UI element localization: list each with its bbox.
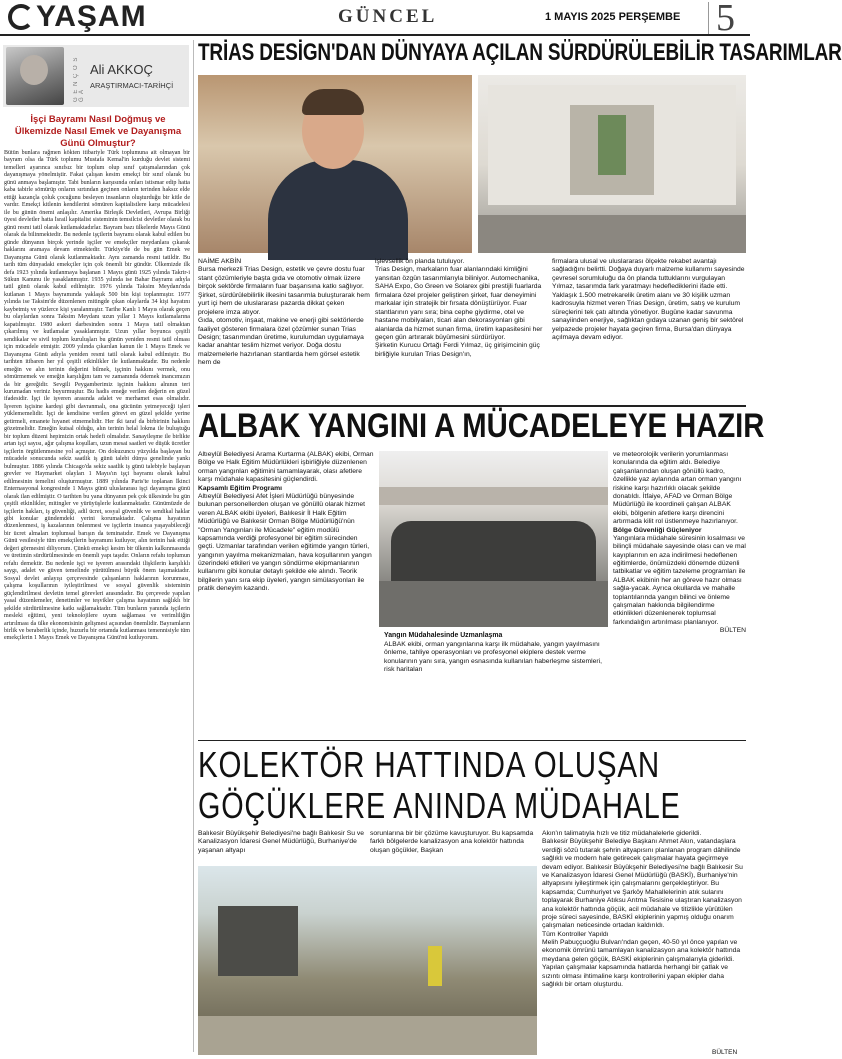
stand-floor: [478, 215, 746, 253]
article-3-byline: BÜLTEN: [712, 1049, 738, 1056]
article-1-column-3: firmalara ulusal ve uluslararası ölçekte rekabet avantajı sağladığını belirtti. Doğaya duyarlı malzeme kullanımı sayesinde çevresel sorumluluğu da ön planda tuttuklarını vurgulayan Yılmaz, tasarımda fark yaratmayı hedeflediklerini ifade etti. Yaklaşık 1.500 metrekarelik üretim alanı ve 30 kişilik uzman kadrosuyla hizmet veren Trias Design, üretim, satış ve kurulum süreçlerini tek çatı altında yönetiyor. Bugüne kadar savunma sanayiinden enerjiye, sağlıktan gıdaya uzanan geniş bir sektörel yelpazede projeler hayata geçiren firma, Bursa'dan dünyaya açılmaya devam ediyor.: [552, 258, 745, 341]
article-2-subheading-1: Kapsamlı Eğitim Programı: [198, 484, 283, 492]
article-2-subheading-3: Bölge Güvenliği Güçleniyor: [613, 526, 702, 534]
article-3-column-1: Balıkesir Büyükşehir Belediyesi'ne bağlı Balıkesir Su ve Kanalizasyon İdaresi Genel Müdürlüğü, Burhaniye'de yaşanan altyapı: [198, 830, 364, 854]
article-2-training-photo: [379, 451, 608, 627]
author-photo: [6, 47, 64, 105]
article-1-column-2: işlevsellik ön planda tutuluyor. Trias Design, markaların fuar alanlarındaki kimliğini yansıtan özgün tasarımlarıyla biliniyor. Automechanika, SAHA Expo, Go Green ve Solarex gibi prestijli fuarlarda firmalara özel projeler geliştiren şirket, fuar deneyimini markalar için stratejik bir fırsata dönüştürüyor. Fuar stantlarının yanı sıra; bina cephe giydirme, otel ve hastane mobilyaları, ticari alan dekorasyonları gibi alanlarda da hizmet sunan firma, üretim kapasitesini her geçen gün artırarak büyümesini sürdürüyor. Şirketin Kurucu Ortağı Ferdi Yılmaz, üç girişimcinin güç birliğiyle kurulan Trias Design'ın,: [375, 258, 543, 358]
article-1-column-1: [198, 258, 370, 408]
section-rule: [198, 740, 746, 741]
article-2-text-3: ve meteorolojik verilerin yorumlanması konularında da eğitim aldı. Belediye çalışanlarından oluşan gönüllü kadro, özellikle yaz aylarında artan orman yangını riskine karşı hazırlıklı olacak şekilde donatıldı. İtfaiye, AFAD ve Orman Bölge Müdürlüğü ile koordineli çalışan ALBAK ekibi, bölgenin afetlere karşı direncini artırmada kilit rol üstlenmeye hazırlanıyor.: [613, 451, 742, 526]
article-3-headline-line-1[interactable]: KOLEKTÖR HATTINDA OLUŞAN: [198, 744, 661, 785]
newspaper-logo[interactable]: [8, 2, 147, 32]
article-2-text-4: Yangınlara müdahale süresinin kısalması ve bilinçli müdahale sayesinde olası can ve mal kayıplarının en aza indirilmesi hedeflenen eğitimlerde, önümüzdeki dönemde düzenli tatbikatlar ve eğitim tazeleme programları ile ALBAK ekibinin her an göreve hazır olması sağla-yacak. Ayrıca okullarda ve mahalle toplantılarında yangın bilinci ve önleme çalışmaları hakkında bilgilendirme etkinlikleri düzenlenerek toplumsal farkındalığın artırılması planlanıyor.: [613, 534, 746, 626]
article-2-text-2: ALBAK ekibi, orman yangınlarına karşı ilk müdahale, yangın yayılmasını önleme, tahliye operasyonları ve profesyonel ekiplere destek verme konularının yanı sıra, yangın esnasında kullanılan haberleşme sistemleri, risk haritaları: [384, 641, 602, 674]
article-3-column-2: sorunlarına bir bir çözüme kavuşturuyor. Bu kapsamda farklı bölgelerde kanalizasyon ana kolektör hattında oluşan göçükler, Başkan: [370, 830, 534, 854]
article-3-construction-photo: [198, 866, 537, 1055]
column-headline[interactable]: İşçi Bayramı Nasıl Doğmuş ve Ülkemizde Nasıl Emek ve Dayanışma Günü Olmuştur?: [14, 114, 182, 149]
article-2-column-3: [613, 451, 746, 737]
classroom-desks: [379, 581, 608, 627]
section-label: GÜNCEL: [338, 6, 438, 27]
stand-green-panel: [598, 115, 626, 175]
article-2-column-1: [198, 451, 374, 737]
article-1-byline: NAİME AKBİN: [198, 258, 242, 265]
article-2-text-1: Altıeylül Belediyesi Afet İşleri Müdürlüğü bünyesinde bulunan personellerden oluşan ve gönüllü olarak hizmet veren ALBAK ekibi üyeleri, Balıkesir İl Halk Eğitim Müdürlüğü ve Balıkesir Orman Bölge Müdürlüğü'nün "Orman Yangınları ile Mücadele" eğitim modülü kapsamında verdiği profesyonel bir eğitim sürecinden geçti. Uzmanlar tarafından verilen eğitimde yangın türleri, yangının yayılma mekanizmaları, hava koşullarının yangın üzerindeki etkileri ve yangın söndürme ekipmanlarının kullanımı gibi konular detaylı şekilde ele alındı. Teorik bilgilerin yanı sıra ekip üyeleri, yangın simülasyonları ile pratik deneyim kazandı.: [198, 492, 372, 593]
author-name: Ali AKKOÇ: [90, 62, 153, 77]
article-2-intro: Altıeylül Belediyesi Arama Kurtarma (ALBAK) ekibi, Orman Bölge ve Halk Eğitim Müdürlükleri işbirliğiyle düzenlenen orman yangınları eğitimini tamamlayarak, olası afetlere karşı müdahale kapasitesini güçlendirdi.: [198, 451, 374, 484]
trainees-group: [391, 521, 596, 581]
portrait-hair: [302, 89, 364, 115]
page-number: 5: [716, 0, 735, 39]
excavator: [218, 906, 298, 976]
article-1-headline[interactable]: TRİAS DESİGN'DAN DÜNYAYA AÇILAN SÜRDÜRÜLEBİLİR TASARIMLAR: [198, 39, 842, 66]
issue-date: 1 MAYIS 2025 PERŞEMBE: [545, 11, 681, 23]
logo-ring-icon: [8, 4, 34, 30]
article-1-portrait-photo: [198, 75, 472, 253]
article-3-column-3: Akın'ın talimatıyla hızlı ve titiz müdahalelerle giderildi. Balıkesir Büyükşehir Belediye Başkanı Ahmet Akın, vatandaşlara verdiği sözü tutarak şehrin altyapısını planlanan program dâhilinde sağlıklı ve modern hale getirecek çalışmalar hayata geçirmeye devam ediyor. Balıkesir Büyükşehir Belediyesi'ne bağlı Balıkesir Su ve Kanalizasyon İdaresi Genel Müdürlüğü (BASKİ), Burhaniye'nin altyapısını iyileştirmek için çalışmalarını gerçekleştiriyor. Bu kapsamda; Cumhuriyet ve Şarköy Mahallelerinin atık sularını toplayarak Burhaniye Atıksu Arıtma Tesisine ulaştıran kanalizasyon ana kolektör hattında göçük, acil müdahale ve titizlikle yürütülen proje süreci sayesinde, BASKİ ekiplerinin yapmış olduğu onarım çalışmaları neticesinde ortadan kaldırıldı. Tüm Kontroller Yapıldı Melih Pabuççuoğlu Bulvarı'ndan geçen, 40-50 yıl önce yapılan ve ekonomik ömrünü tamamlayan kanalizasyon ana kolektör hattında meydana gelen göçük, BASKİ ekiplerinin çalışmalarıyla giderildi. Yapılan çalışmalar kapsamında hatlarda herhangi bir çatlak ve sızıntı olması ihtimaline karşı kontrollerini yapan ekipler daha sağlıklı bir ortam oluşturdu.: [542, 830, 743, 989]
article-2-headline[interactable]: ALBAK YANGINI A MÜCADELEYE HAZIR: [198, 407, 765, 445]
logo-text: YAŞAM: [36, 0, 147, 33]
portrait-suit: [268, 160, 408, 260]
article-1-stand-photo: [478, 75, 746, 253]
classroom-back-wall: [379, 487, 608, 505]
column-tag: G E N Ç O S G A: [73, 56, 85, 102]
masthead: [0, 0, 750, 39]
author-title: ARAŞTIRMACI-TARİHÇİ: [90, 81, 174, 90]
worker-vest: [428, 946, 442, 986]
column-divider: [193, 40, 194, 1052]
page-number-divider: [708, 2, 709, 34]
article-3-headline-line-2[interactable]: GÖÇÜKLERE ANINDA MÜDAHALE: [198, 785, 681, 826]
article-2-subheading-2: Yangın Müdahalesinde Uzmanlaşma: [384, 632, 503, 639]
column-body: Bütün bunlara rağmen kökten itibariyle Türk toplumuna ait olmayan bir bayram olsa da Türk toplumu Mustafa Kemal'in kurduğu devlet sistemi temelleri ayarınca sınıfsız bir toplum olup sınıf çatışmalarından çok dayanışmaya yönelmiştir. Fakat çalışan kesim emekçi bir sınıf olarak bu günü anmaya başlamıştır. Tabi bunların karşısında onları istismar edip hatta kaba tabirle sömürüp onların sırtından geçinen onların terinden haksız elde ettiği kazançla çoluk çocuğunu besleyen insanların oluşturduğu bir kitle de vardır. Emekçi kitlenin kendilerini sömüren kapitalistlere karşı mücadelesi ile bu günün önemi anlaşılır. Amerika Birleşik Devletleri, Avrupa Birliği üyesi devletler hatta İsrail kapitalist sisteminin temsilcisi devletler olarak bu günü resmi tatil olarak kutlamaktadırlar. Bayram bazı ülkelerde Mayıs Günü olarak da bilinmektedir. Bu nedenle işçilerin bayramı olarak kabul edilen bu günde dünyanın birçok yerinde işçiler ve emekçiler meydanlara çıkarak haklarını aramaya devam etmektedir. Türkiye'de de bu gün Emek ve Dayanışma Günü olarak kutlanmaktadır. Aynı zamanda resmi tatildir. Bu tarih tüm dünyadaki emekçiler için çok önemli bir gündür. Ülkemizde ilk defa 1923 yılında kutlanmaya başlanan 1 Mayıs günü 1925 yılında Takrir-i Sükun Kanunu ile yasaklanmıştır. 1935 yılında ise Bahar Bayramı adıyla tatil günü olarak kabul edilmiştir. 1976 yılında Taksim Meydanı'nda kutlanan 1 Mayıs bayramında yaklaşık 500 bin kişi toplanmıştır. 1977 yılında ise Taksim'de düzenlenen mitingde çıkan olaylarda 34 kişi hayatını kaybetmiş ve yüzlerce kişi yaralanmıştır. Tarihe Kanlı 1 Mayıs olarak geçen bu olaylardan sonra Taksim Meydanı uzun yıllar 1 Mayıs kutlamalarına kapatılmıştır. 1980 askeri darbesinden sonra 1 Mayıs tatil olmaktan çıkarılmış ve kutlamalar yasaklanmıştır. Uzun yıllar boyunca çeşitli sendikalar ve sivil toplum kuruluşları bu günün yeniden resmi tatil olması için mücadele etmiştir. 2009 yılında çıkarılan kanun ile 1 Mayıs Emek ve Dayanışma Günü adıyla yeniden resmi tatil olarak kabul edilmiştir. Bu tarihten itibaren her yıl çeşitli etkinlikler ile kutlanmaktadır. Bu nedenle emeğin ve alın terinin değerini bilmek, işçinin hakkını vermek, onu sömürmemek ve emeğin karşılığını tam ve zamanında ödemek inancımızın da bir gereğidir. Sevgili Peygamberimiz işçinin hakkını alnının teri kurumadan veriniz buyurmuştur. Bu hadis emeğe verilen değerin en güzel ifadesidir. İşçi ile işveren arasında adalet ve merhamet esas olmalıdır. İşveren işçisine kardeşi gibi davranmalı, ona gücünün yetmeyeceği işleri yüklememelidir. İşçi de kendisine verilen görevi en güzel şekilde yerine getirmeli, emanete hıyanet etmemelidir. Her iki taraf da birbirinin hakkını gözetmelidir. Emeğin kutsal olduğu, alın terinin helal lokma ile buluştuğu bir toplum düzeni hepimizin ortak hedefi olmalıdır. Sanayileşme ile birlikte artan işçi sayısı, ağır çalışma koşulları, uzun mesai saatleri ve düşük ücretler işçilerin örgütlenmesine yol açmıştır. On dokuzuncu yüzyılda başlayan bu mücadele sonucunda sekiz saatlik iş günü talebi dünya genelinde yankı bulmuştur. 1886 yılında Chicago'da sekiz saatlik iş günü talebiyle başlayan grevler ve Haymarket olayları 1 Mayıs'ın işçi bayramı olarak kabul edilmesinin temelini oluşturmuştur. 1889 yılında Paris'te toplanan İkinci Enternasyonal kongresinde 1 Mayıs günü uluslararası işçi dayanışma günü olarak ilan edilmiştir. O tarihten bu yana dünyanın pek çok ülkesinde bu gün çeşitli etkinlikler, mitingler ve yürüyüşlerle kutlanmaktadır. Günümüzde de işçilerin hakları, iş güvenliği, adil ücret, sosyal güvenlik ve sendikal haklar gibi konular gündemdeki yerini korumaktadır. Çalışma hayatının düzenlenmesi, iş kazalarının önlenmesi ve işçilerin insanca yaşayabileceği bir ücret almaları toplumsal barışın da teminatıdır. Emek ve Dayanışma Günü vesilesiyle tüm emekçilerin bayramını kutluyor, alın terinin hak ettiği değeri görmesini diliyorum. Çünkü emekçi kesim bir ülkenin kalkınmasında ve üretimin sürdürülmesinde en önemli yapı taşıdır. Onların refahı toplumun refahı demektir. Bu nedenle işçi ve işveren arasındaki ilişkilerin karşılıklı saygı, adalet ve güven temelinde yürütülmesi büyük önem taşımaktadır. Sosyal devlet anlayışı çerçevesinde çalışanların haklarının korunması, çalışma koşullarının iyileştirilmesi ve sosyal güvenlik sisteminin güçlendirilmesi devletin temel görevleri arasındadır. Bu çerçevede yapılan yasal düzenlemeler, denetimler ve teşvikler çalışma hayatının sağlıklı bir şekilde sürdürülmesine katkı sağlamaktadır. Tüm bunların yanında işçilerin mesleki eğitimi, yeni teknolojilere uyum sağlaması ve verimliliğin artırılması da ülke ekonomisinin gelişmesi açısından önemlidir. Bayramların birlik ve beraberlik içinde, huzurlu bir ortamda kutlanması temennisiyle tüm emekçilerin 1 Mayıs Emek ve Dayanışma Günü'nü kutluyorum.: [4, 150, 190, 642]
article-2-byline: BÜLTEN: [719, 627, 746, 635]
concrete-pipes: [198, 1016, 537, 1055]
article-1-text-1: Bursa merkezli Trias Design, estetik ve çevre dostu fuar stant çözümleriyle başta gıda ve otomotiv olmak üzere birçok sektörde firmaların fuar başarısına katkı sağlıyor. Şirket, sürdürülebilirlik ilkesini tasarımla buluşturarak hem yurt içi hem de uluslararası pazarda dikkat çeken projelere imza atıyor. Gıda, otomotiv, inşaat, makine ve enerji gibi sektörlerde faaliyet gösteren firmalara özel çözümler sunan Trias Design; tasarımından üretime, kurulumdan uygulamaya kadar anahtar teslim hizmet veriyor. Doğa dostu malzemelerle hazırlanan stantlarda hem görsel estetik hem de: [198, 266, 370, 367]
